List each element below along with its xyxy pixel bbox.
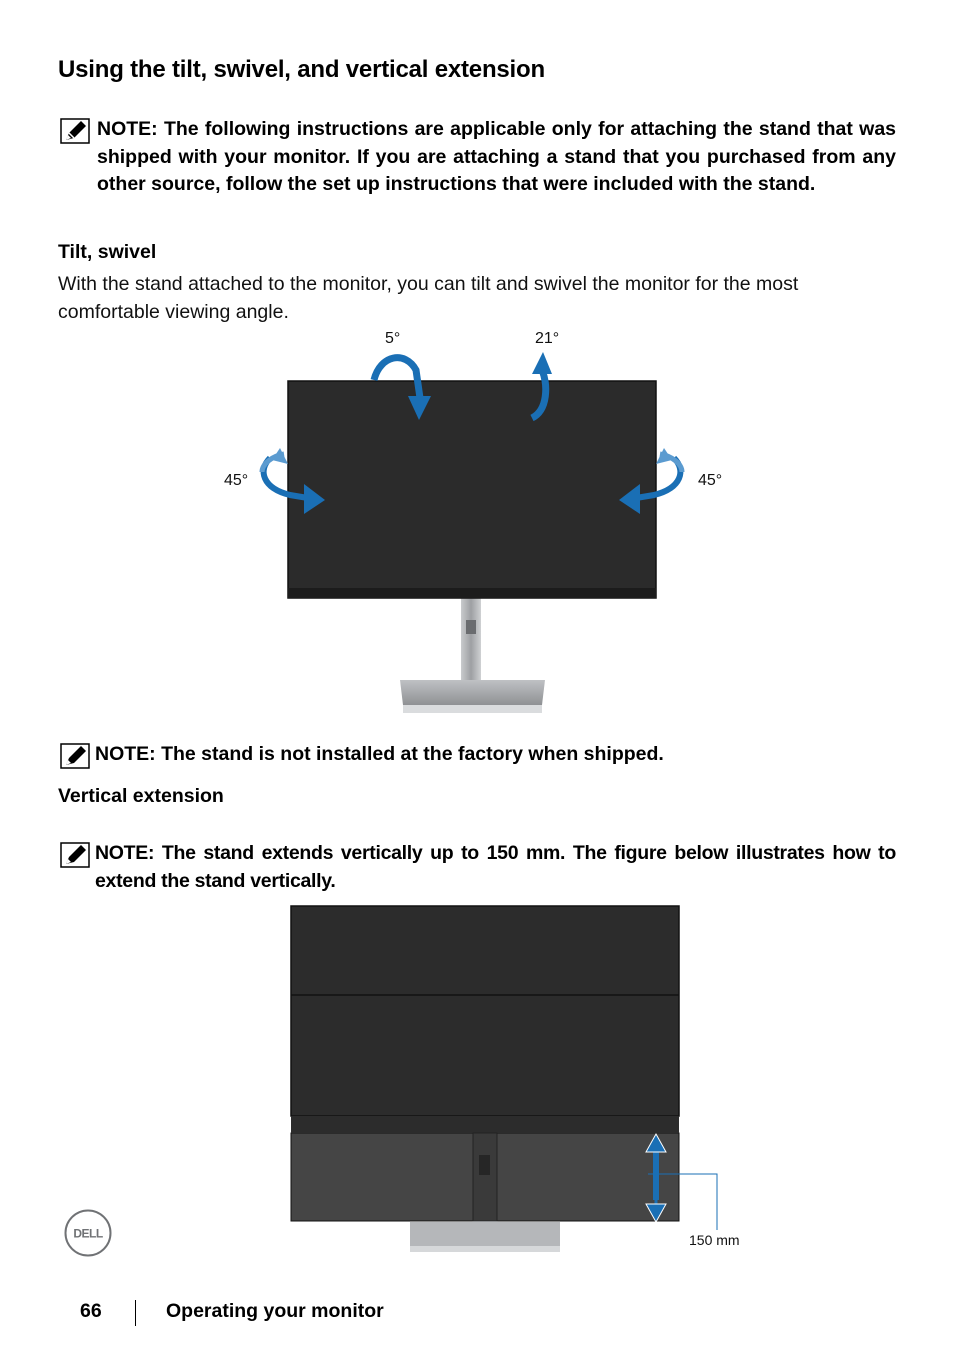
monitor-screen bbox=[288, 381, 656, 598]
tilt-swivel-figure bbox=[200, 320, 760, 720]
note-pencil-icon bbox=[60, 743, 90, 769]
footer-page-number: 66 bbox=[80, 1300, 102, 1322]
stand-neck bbox=[461, 596, 481, 686]
page-title: Using the tilt, swivel, and vertical extension bbox=[58, 56, 545, 83]
stand-base bbox=[400, 680, 545, 705]
stand-base bbox=[410, 1222, 560, 1248]
note-block-factory bbox=[60, 741, 900, 771]
swivel-left-angle: 45° bbox=[224, 472, 249, 489]
note-text: The stand is not installed at the factory when shipped. bbox=[161, 743, 664, 765]
note-label: NOTE: bbox=[95, 743, 156, 765]
vertical-travel-label: 150 mm bbox=[689, 1232, 740, 1248]
note-pencil-icon bbox=[60, 118, 90, 144]
vertical-extension-heading: Vertical extension bbox=[58, 785, 224, 807]
note-label: NOTE: bbox=[97, 118, 158, 140]
dell-logo-icon bbox=[64, 1209, 112, 1257]
tilt-swivel-body: With the stand attached to the monitor, you can tilt and swivel the monitor for the most comfortable viewing angle. bbox=[58, 273, 799, 323]
footer-section-title: Operating your monitor bbox=[166, 1300, 384, 1322]
note-block-stand-instructions bbox=[60, 116, 900, 228]
note-text: The following instructions are applicable only for attaching the stand that was shipped with your monitor. If you are attaching a stand that you purchased from any other source, follow the set up instructions that were included with the stand. bbox=[97, 118, 897, 195]
monitor-raised bbox=[291, 906, 679, 1116]
footer-separator bbox=[135, 1300, 136, 1326]
vertical-extension-figure bbox=[280, 900, 760, 1260]
note-label: NOTE: bbox=[95, 842, 155, 864]
tilt-forward-angle: 5° bbox=[385, 330, 401, 347]
note-text: The stand extends vertically up to 150 mm. The figure below illustrates how to extend the stand vertically. bbox=[95, 842, 896, 892]
note-pencil-icon bbox=[60, 842, 90, 868]
tilt-swivel-heading: Tilt, swivel bbox=[58, 241, 157, 263]
tilt-back-angle: 21° bbox=[535, 330, 560, 347]
swivel-right-angle: 45° bbox=[698, 472, 723, 489]
note-block-vertical bbox=[60, 840, 900, 896]
svg-text:DELL: DELL bbox=[73, 1226, 103, 1241]
